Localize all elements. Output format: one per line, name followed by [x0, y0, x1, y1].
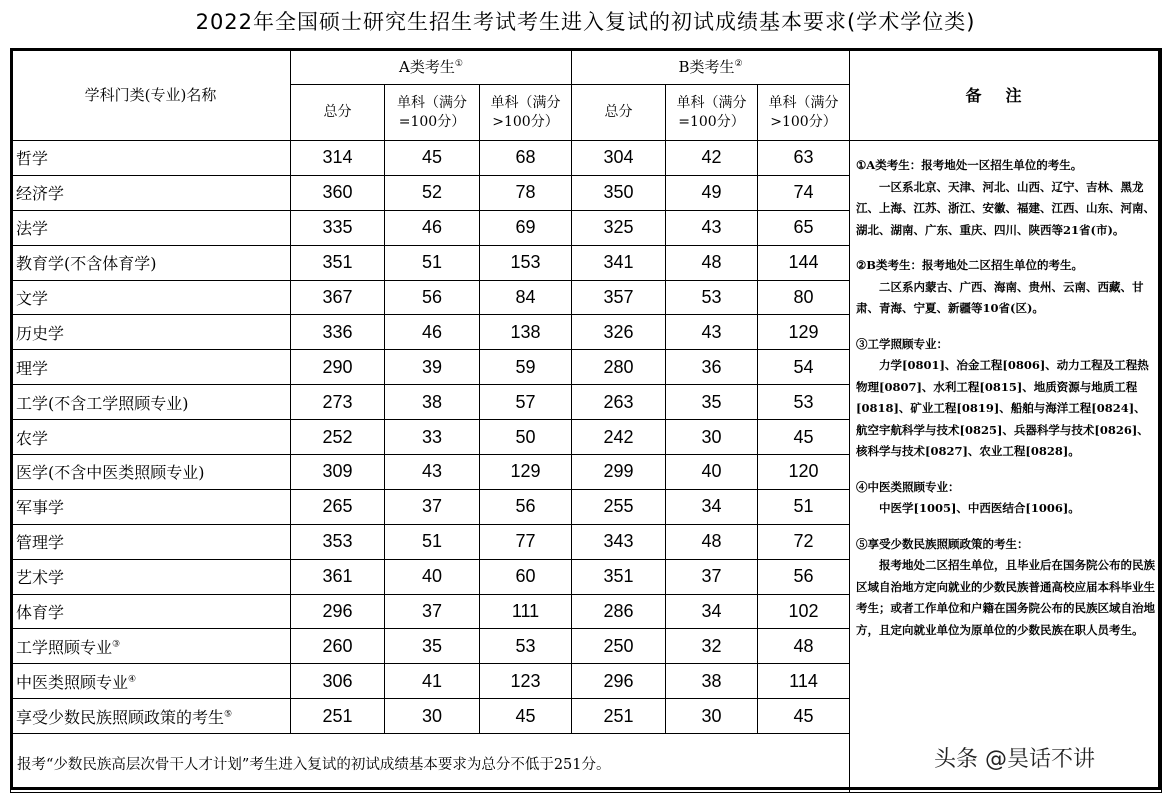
subject-name: 文学	[11, 280, 291, 315]
score-b-2: 45	[758, 420, 850, 455]
score-b-0: 255	[572, 489, 666, 524]
score-b-0: 299	[572, 455, 666, 490]
score-b-1: 40	[666, 455, 758, 490]
subject-name: 军事学	[11, 489, 291, 524]
score-b-1: 36	[666, 350, 758, 385]
score-a-1: 33	[385, 420, 480, 455]
score-a-2: 111	[480, 594, 572, 629]
subject-column-header: 学科门类(专业)名称	[11, 49, 291, 141]
remark-item	[856, 334, 1155, 463]
score-b-0: 325	[572, 210, 666, 245]
score-a-0: 336	[291, 315, 385, 350]
remark-item	[856, 534, 1155, 642]
remark-body: 中医学[1005]、中西医结合[1006]。	[879, 501, 1080, 515]
score-a-2: 56	[480, 489, 572, 524]
score-a-0: 360	[291, 175, 385, 210]
score-a-1: 51	[385, 245, 480, 280]
score-b-1: 43	[666, 210, 758, 245]
score-b-1: 30	[666, 699, 758, 734]
score-a-1: 51	[385, 524, 480, 559]
remark-item	[856, 477, 1155, 520]
b-single-gt100-header: 单科（满分>100分）	[758, 85, 850, 141]
score-b-2: 102	[758, 594, 850, 629]
score-b-2: 144	[758, 245, 850, 280]
remark-head: ③工学照顾专业：	[856, 336, 948, 351]
subject-name: 历史学	[11, 315, 291, 350]
score-a-0: 335	[291, 210, 385, 245]
score-b-1: 53	[666, 280, 758, 315]
score-a-2: 57	[480, 385, 572, 420]
score-a-2: 153	[480, 245, 572, 280]
score-a-0: 290	[291, 350, 385, 385]
remark-head: ⑤享受少数民族照顾政策的考生：	[856, 536, 1029, 551]
note-mark: ③	[112, 639, 121, 650]
score-b-1: 38	[666, 664, 758, 699]
a-single-gt100-header: 单科（满分>100分）	[480, 85, 572, 141]
score-a-1: 38	[385, 385, 480, 420]
score-b-1: 49	[666, 175, 758, 210]
subject-name: 管理学	[11, 524, 291, 559]
score-a-1: 52	[385, 175, 480, 210]
score-b-0: 304	[572, 141, 666, 176]
score-a-2: 45	[480, 699, 572, 734]
score-b-1: 48	[666, 245, 758, 280]
score-a-1: 45	[385, 141, 480, 176]
remarks-cell	[850, 141, 1162, 793]
score-b-0: 280	[572, 350, 666, 385]
score-b-2: 120	[758, 455, 850, 490]
score-a-1: 39	[385, 350, 480, 385]
score-b-0: 351	[572, 559, 666, 594]
score-a-1: 41	[385, 664, 480, 699]
b-single-100-header: 单科（满分=100分）	[666, 85, 758, 141]
score-b-0: 341	[572, 245, 666, 280]
score-a-1: 43	[385, 455, 480, 490]
score-b-2: 74	[758, 175, 850, 210]
score-b-1: 30	[666, 420, 758, 455]
score-b-1: 43	[666, 315, 758, 350]
score-b-2: 53	[758, 385, 850, 420]
remark-body: 报考地处二区招生单位，且毕业后在国务院公布的民族区域自治地方定向就业的少数民族普通高校应届本科毕业生考生；或者工作单位和户籍在国务院公布的民族区域自治地方，且定向就业单位为原单位的少数民族在职人员考生。	[856, 558, 1155, 637]
score-a-1: 46	[385, 210, 480, 245]
score-b-1: 35	[666, 385, 758, 420]
subject-name: 经济学	[11, 175, 291, 210]
score-b-1: 42	[666, 141, 758, 176]
footnote: 报考“少数民族高层次骨干人才计划”考生进入复试的初试成绩基本要求为总分不低于251分。	[11, 734, 850, 793]
score-b-2: 56	[758, 559, 850, 594]
subject-name: 享受少数民族照顾政策的考生⑤	[11, 699, 291, 734]
group-b-header: B类考生②	[572, 49, 850, 85]
score-a-2: 78	[480, 175, 572, 210]
subject-name: 中医类照顾专业④	[11, 664, 291, 699]
remark-body: 一区系北京、天津、河北、山西、辽宁、吉林、黑龙江、上海、江苏、浙江、安徽、福建、江西、山东、河南、湖北、湖南、广东、重庆、四川、陕西等21省(市)。	[856, 179, 1155, 237]
watermark: 头条 @昊话不讲	[934, 747, 1095, 772]
score-a-2: 129	[480, 455, 572, 490]
score-a-1: 35	[385, 629, 480, 664]
subject-name: 理学	[11, 350, 291, 385]
score-b-1: 48	[666, 524, 758, 559]
remark-head: ④中医类照顾专业：	[856, 479, 960, 494]
remark-body: 二区系内蒙古、广西、海南、贵州、云南、西藏、甘肃、青海、宁夏、新疆等10省(区)。	[856, 279, 1144, 315]
group-a-header: A类考生①	[291, 49, 572, 85]
subject-name: 哲学	[11, 141, 291, 176]
score-a-2: 123	[480, 664, 572, 699]
subject-name: 教育学(不含体育学)	[11, 245, 291, 280]
score-a-0: 351	[291, 245, 385, 280]
note-mark: ④	[128, 674, 137, 685]
score-a-2: 84	[480, 280, 572, 315]
score-table	[10, 48, 1162, 793]
score-b-1: 32	[666, 629, 758, 664]
remark-body: 力学[0801]、冶金工程[0806]、动力工程及工程热物理[0807]、水利工程[0815]、地质资源与地质工程[0818]、矿业工程[0819]、船舶与海洋工程[0824]、航空宇航科学与技术[0825]、兵器科学与技术[0826]、核科学与技术[0827]、农业工程[0828]。	[856, 358, 1149, 458]
a-total-header: 总分	[291, 85, 385, 141]
score-b-1: 34	[666, 489, 758, 524]
score-a-2: 138	[480, 315, 572, 350]
score-b-0: 250	[572, 629, 666, 664]
score-b-0: 296	[572, 664, 666, 699]
score-b-2: 114	[758, 664, 850, 699]
score-a-2: 68	[480, 141, 572, 176]
score-a-1: 30	[385, 699, 480, 734]
score-b-1: 34	[666, 594, 758, 629]
score-b-2: 65	[758, 210, 850, 245]
score-b-0: 263	[572, 385, 666, 420]
score-a-0: 309	[291, 455, 385, 490]
score-a-2: 50	[480, 420, 572, 455]
a-single-100-header: 单科（满分=100分）	[385, 85, 480, 141]
note-mark: ⑤	[224, 709, 233, 720]
score-a-1: 56	[385, 280, 480, 315]
score-a-1: 37	[385, 489, 480, 524]
remark-head: ①A类考生：报考地处一区招生单位的考生。	[856, 158, 1083, 172]
subject-name: 工学(不含工学照顾专业)	[11, 385, 291, 420]
score-a-0: 367	[291, 280, 385, 315]
remark-head: ②B类考生：报考地处二区招生单位的考生。	[856, 258, 1084, 272]
score-a-2: 60	[480, 559, 572, 594]
remarks-header: 备注	[850, 49, 1162, 141]
score-a-1: 37	[385, 594, 480, 629]
score-b-2: 51	[758, 489, 850, 524]
score-a-0: 296	[291, 594, 385, 629]
remark-item	[856, 255, 1155, 320]
score-a-0: 361	[291, 559, 385, 594]
score-a-2: 53	[480, 629, 572, 664]
score-b-0: 286	[572, 594, 666, 629]
score-b-2: 129	[758, 315, 850, 350]
score-b-2: 45	[758, 699, 850, 734]
table-row	[11, 141, 1162, 176]
score-a-0: 353	[291, 524, 385, 559]
score-b-2: 80	[758, 280, 850, 315]
score-b-0: 251	[572, 699, 666, 734]
score-a-0: 314	[291, 141, 385, 176]
score-b-0: 343	[572, 524, 666, 559]
score-a-0: 306	[291, 664, 385, 699]
score-a-0: 260	[291, 629, 385, 664]
subject-name: 艺术学	[11, 559, 291, 594]
score-b-2: 63	[758, 141, 850, 176]
subject-name: 法学	[11, 210, 291, 245]
subject-name: 工学照顾专业③	[11, 629, 291, 664]
remark-item	[856, 155, 1155, 241]
score-b-0: 326	[572, 315, 666, 350]
score-a-0: 273	[291, 385, 385, 420]
score-a-0: 252	[291, 420, 385, 455]
score-a-2: 69	[480, 210, 572, 245]
subject-name: 农学	[11, 420, 291, 455]
score-a-1: 40	[385, 559, 480, 594]
score-b-0: 350	[572, 175, 666, 210]
subject-name: 体育学	[11, 594, 291, 629]
score-a-0: 251	[291, 699, 385, 734]
score-b-0: 357	[572, 280, 666, 315]
score-b-1: 37	[666, 559, 758, 594]
score-b-2: 48	[758, 629, 850, 664]
page-title: 2022年全国硕士研究生招生考试考生进入复试的初试成绩基本要求(学术学位类)	[195, 10, 976, 34]
score-b-2: 54	[758, 350, 850, 385]
subject-name: 医学(不含中医类照顾专业)	[11, 455, 291, 490]
score-a-2: 77	[480, 524, 572, 559]
score-b-2: 72	[758, 524, 850, 559]
score-b-0: 242	[572, 420, 666, 455]
score-a-2: 59	[480, 350, 572, 385]
score-a-0: 265	[291, 489, 385, 524]
score-a-1: 46	[385, 315, 480, 350]
b-total-header: 总分	[572, 85, 666, 141]
